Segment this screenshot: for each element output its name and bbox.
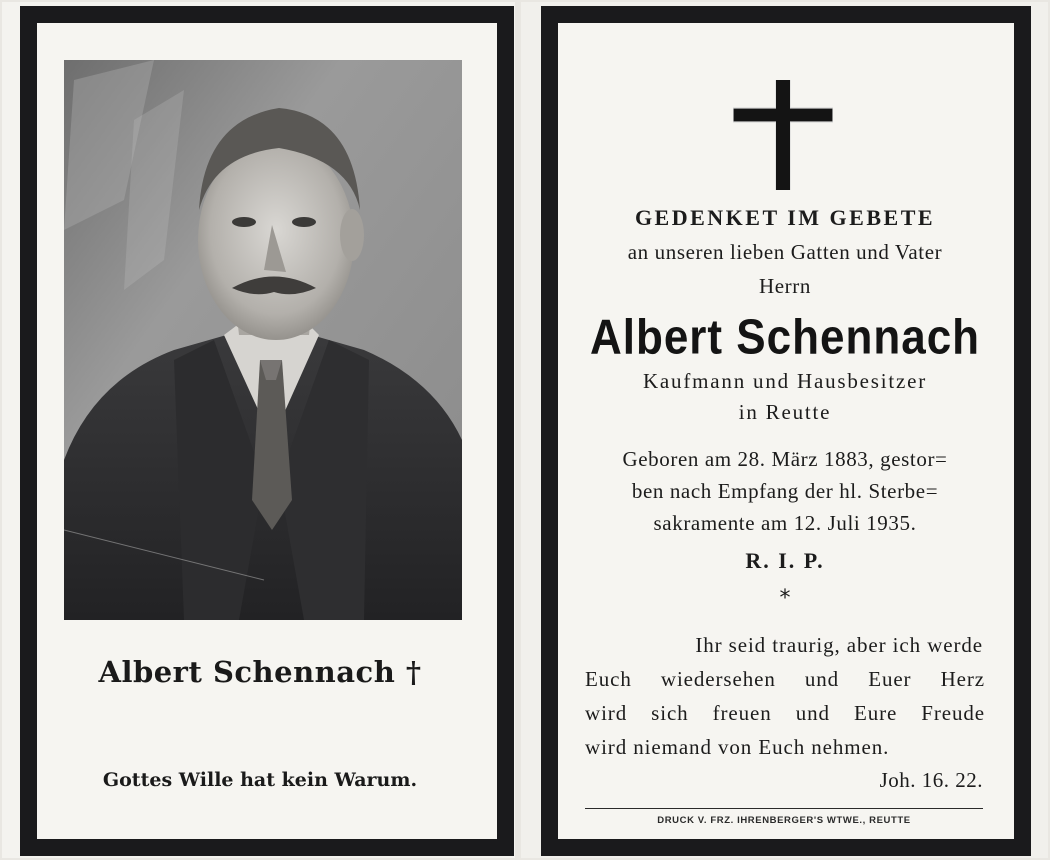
verse-line-1: Ihr seid traurig, aber ich werde <box>695 633 983 657</box>
heading-gedenket: GEDENKET IM GEBETE <box>634 205 936 230</box>
deceased-name-blackletter: Albert Schennach † <box>98 655 422 689</box>
honorific: Herrn <box>759 274 811 298</box>
intro-line: an unseren lieben Gatten und Vater <box>627 240 943 264</box>
deceased-name: Albert Schennach <box>589 310 981 365</box>
verse-line-4: wird niemand von Euch nehmen. <box>585 735 890 759</box>
portrait-photo <box>64 60 462 620</box>
printer-divider <box>585 808 983 809</box>
dates-line-1: Geboren am 28. März 1883, gestor= <box>622 447 948 471</box>
occupation: Kaufmann und Hausbesitzer <box>642 369 928 393</box>
printer-credit: DRUCK V. FRZ. IHRENBERGER'S WTWE., REUTTE <box>657 815 911 826</box>
rip-text: R. I. P. <box>745 548 825 573</box>
motto-line: Gottes Wille hat kein Warum. <box>102 769 418 791</box>
place: in Reutte <box>738 400 832 424</box>
dates-line-2: ben nach Empfang der hl. Sterbe= <box>631 479 939 503</box>
bible-reference: Joh. 16. 22. <box>879 768 983 792</box>
verse-line-2: Euch wiedersehen und Euer Herz <box>585 667 985 691</box>
dates-line-3: sakramente am 12. Juli 1935. <box>653 511 917 535</box>
cross-icon <box>733 80 833 190</box>
star-ornament: * <box>779 586 791 611</box>
verse-line-3: wird sich freuen und Eure Freude <box>585 701 985 725</box>
